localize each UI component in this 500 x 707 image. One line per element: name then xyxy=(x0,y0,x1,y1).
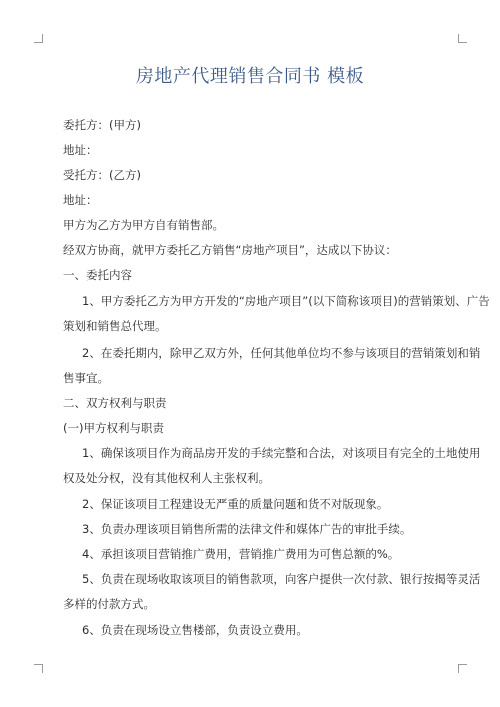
agent-party-line: 受托方：(乙方) xyxy=(63,168,141,182)
clause-2-1-line-2: 权及处分权，没有其他权利人主张权利。 xyxy=(63,471,270,485)
document-title: 房地产代理销售合同书 模板 xyxy=(135,66,365,87)
principal-address-line: 地址： xyxy=(63,143,98,157)
page-corner-mark-top-right xyxy=(458,34,467,43)
clause-2-5-line-2: 多样的付款方式。 xyxy=(63,597,155,611)
page-corner-mark-top-left xyxy=(34,34,43,43)
clause-2-2: 2、保证该项目工程建设无严重的质量问题和货不对版现象。 xyxy=(82,497,389,511)
clause-1-1-line-1: 1、甲方委托乙方为甲方开发的“房地产项目”(以下简称该项目)的营销策划、广告 xyxy=(82,294,490,308)
section-heading-entrustment: 一、委托内容 xyxy=(63,268,132,282)
agreement-paragraph: 经双方协商，就甲方委托乙方销售“房地产项目”，达成以下协议： xyxy=(63,243,397,257)
clause-2-3: 3、负责办理该项目销售所需的法律文件和媒体广告的审批手续。 xyxy=(82,522,412,536)
clause-2-5-line-1: 5、负责在现场收取该项目的销售款项，向客户提供一次付款、银行按揭等灵活 xyxy=(82,572,481,586)
clause-1-2-line-2: 售事宜。 xyxy=(63,371,109,385)
clause-2-4: 4、承担该项目营销推广费用，营销推广费用为可售总额的%。 xyxy=(82,547,400,561)
page-corner-mark-bottom-right xyxy=(458,664,467,673)
intro-paragraph: 甲方为乙方为甲方自有销售部。 xyxy=(63,218,224,232)
subsection-heading-party-a: (一)甲方权利与职责 xyxy=(63,421,164,435)
page-corner-mark-bottom-left xyxy=(34,664,43,673)
clause-1-1-line-2: 策划和销售总代理。 xyxy=(63,319,167,333)
clause-2-6: 6、负责在现场设立售楼部，负责设立费用。 xyxy=(82,623,308,637)
agent-address-line: 地址： xyxy=(63,193,98,207)
principal-party-line: 委托方：(甲方) xyxy=(63,118,141,132)
section-heading-rights: 二、双方权利与职责 xyxy=(63,396,167,410)
clause-2-1-line-1: 1、确保该项目作为商品房开发的手续完整和合法，对该项目有完全的土地使用 xyxy=(82,446,481,460)
clause-1-2-line-1: 2、在委托期内，除甲乙双方外，任何其他单位均不参与该项目的营销策划和销 xyxy=(82,346,481,360)
